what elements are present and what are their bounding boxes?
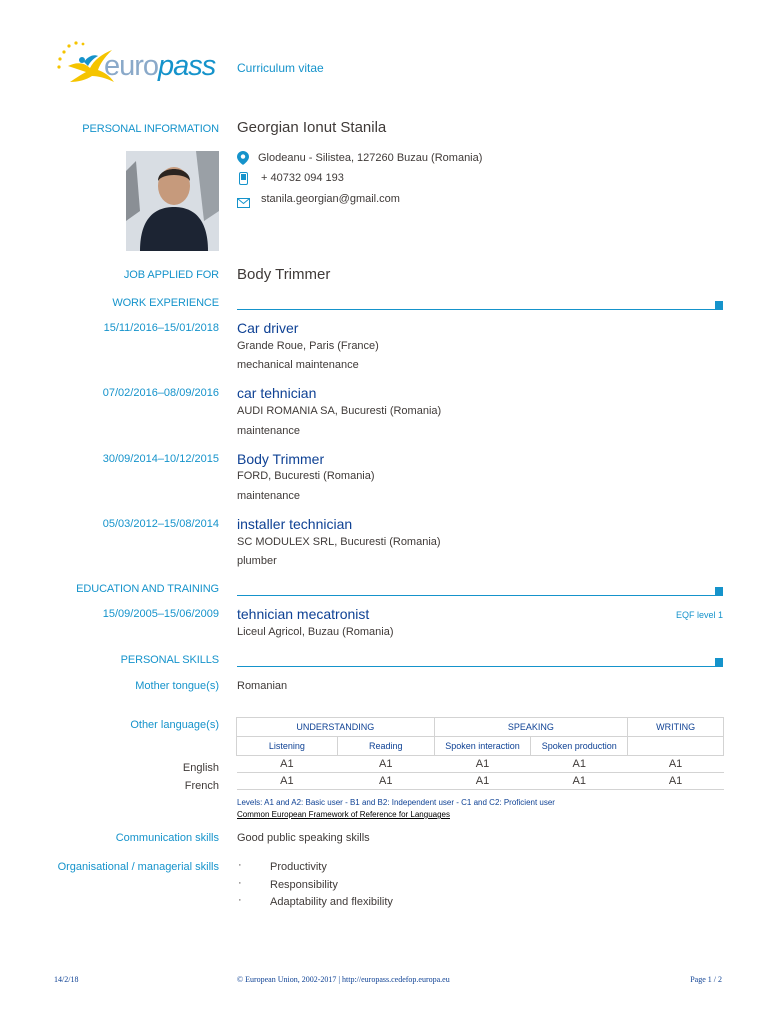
work-entry-title: Car driver xyxy=(237,320,299,336)
work-experience-rule xyxy=(237,309,723,310)
level-cell: A1 xyxy=(628,773,724,790)
org-skill-item: Responsibility xyxy=(270,879,338,891)
education-rule xyxy=(237,595,723,596)
footer-page-number: Page 1 / 2 xyxy=(690,975,722,984)
profile-photo xyxy=(126,151,219,251)
work-entry-dates: 05/03/2012–15/08/2014 xyxy=(102,518,219,530)
levels-note: Levels: A1 and A2: Basic user - B1 and B2: Independent user - C1 and C2: Proficient user xyxy=(237,798,555,807)
education-rule-marker xyxy=(715,587,723,595)
sub-reading: Reading xyxy=(337,737,434,756)
level-cell: A1 xyxy=(434,756,531,773)
personal-info-label: PERSONAL INFORMATION xyxy=(82,123,219,135)
education-dates: 15/09/2005–15/06/2009 xyxy=(102,608,219,620)
language-table xyxy=(236,717,724,790)
group-speaking: SPEAKING xyxy=(434,718,628,737)
europass-logo xyxy=(54,40,224,90)
work-entry-employer: Grande Roue, Paris (France) xyxy=(237,340,379,352)
footer-copyright: © European Union, 2002-2017 | http://europass.cedefop.europa.eu xyxy=(237,975,450,984)
sub-spoken-production: Spoken production xyxy=(531,737,628,756)
work-entry-employer: FORD, Bucuresti (Romania) xyxy=(237,470,375,482)
work-entry-dates: 15/11/2016–15/01/2018 xyxy=(103,322,219,334)
level-cell: A1 xyxy=(337,773,434,790)
org-skill-item: Adaptability and flexibility xyxy=(270,896,393,908)
mother-tongue-value: Romanian xyxy=(237,680,288,692)
personal-skills-label: PERSONAL SKILLS xyxy=(120,654,219,666)
work-entry-employer: AUDI ROMANIA SA, Bucuresti (Romania) xyxy=(237,405,442,417)
work-entry-title: installer technician xyxy=(237,516,353,532)
logo-text-euro: euro xyxy=(104,50,159,82)
work-experience-rule-marker xyxy=(715,301,723,309)
bullet: · xyxy=(238,877,242,889)
personal-skills-rule xyxy=(237,666,723,667)
language-name: English xyxy=(182,762,219,774)
education-label: EDUCATION AND TRAINING xyxy=(76,583,219,595)
work-entry-employer: SC MODULEX SRL, Bucuresti (Romania) xyxy=(237,536,441,548)
work-experience-label: WORK EXPERIENCE xyxy=(112,297,219,309)
bullet: · xyxy=(238,894,242,906)
document-title: Curriculum vitae xyxy=(237,61,324,75)
other-languages-label: Other language(s) xyxy=(130,719,219,731)
email-icon xyxy=(237,195,250,213)
communication-skills-value: Good public speaking skills xyxy=(237,832,370,844)
level-cell: A1 xyxy=(337,756,434,773)
level-cell: A1 xyxy=(237,756,338,773)
sub-listening: Listening xyxy=(237,737,338,756)
work-entry-description: mechanical maintenance xyxy=(237,359,359,371)
cefr-link[interactable]: Common European Framework of Reference for Languages xyxy=(237,810,450,819)
work-entry-title: car tehnician xyxy=(237,385,317,401)
level-cell: A1 xyxy=(531,773,628,790)
job-applied-value: Body Trimmer xyxy=(237,266,331,283)
personal-skills-rule-marker xyxy=(715,658,723,666)
eqf-level: EQF level 1 xyxy=(675,610,723,620)
bullet: · xyxy=(238,859,242,871)
group-writing: WRITING xyxy=(628,718,724,737)
footer-date: 14/2/18 xyxy=(54,975,79,984)
education-title: tehnician mecatronist xyxy=(237,606,370,622)
level-cell: A1 xyxy=(531,756,628,773)
work-entry-description: maintenance xyxy=(237,490,300,502)
language-name: French xyxy=(184,780,219,792)
logo-text-pass: pass xyxy=(158,50,216,82)
work-entry-description: plumber xyxy=(237,555,277,567)
organisational-skills-label: Organisational / managerial skills xyxy=(57,861,219,873)
org-skill-item: Productivity xyxy=(270,861,327,873)
work-entry-title: Body Trimmer xyxy=(237,451,325,467)
education-school: Liceul Agricol, Buzau (Romania) xyxy=(237,626,394,638)
email-link[interactable]: stanila.georgian@gmail.com xyxy=(261,193,400,205)
mobile-phone-icon xyxy=(239,172,248,190)
work-entry-dates: 30/09/2014–10/12/2015 xyxy=(102,453,219,465)
level-cell: A1 xyxy=(628,756,724,773)
group-understanding: UNDERSTANDING xyxy=(237,718,435,737)
language-row xyxy=(237,773,724,790)
communication-skills-label: Communication skills xyxy=(115,832,219,844)
level-cell: A1 xyxy=(237,773,338,790)
person-name: Georgian Ionut Stanila xyxy=(237,119,387,136)
address-text: Glodeanu - Silistea, 127260 Buzau (Romania) xyxy=(258,152,483,164)
sub-writing-empty xyxy=(628,737,724,756)
job-applied-label: JOB APPLIED FOR xyxy=(123,269,219,281)
sub-spoken-interaction: Spoken interaction xyxy=(434,737,531,756)
mother-tongue-label: Mother tongue(s) xyxy=(135,680,219,692)
work-entry-dates: 07/02/2016–08/09/2016 xyxy=(102,387,219,399)
language-row xyxy=(237,756,724,773)
phone-text: + 40732 094 193 xyxy=(261,172,344,184)
location-icon xyxy=(237,151,249,170)
level-cell: A1 xyxy=(434,773,531,790)
work-entry-description: maintenance xyxy=(237,425,300,437)
